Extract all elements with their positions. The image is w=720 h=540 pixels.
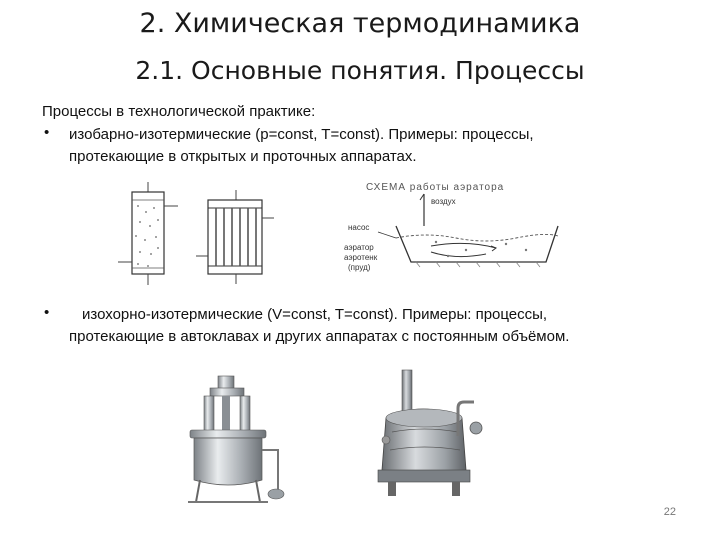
slide-subtitle: 2.1. Основные понятия. Процессы <box>135 56 585 85</box>
bullet-2-line-1: изохорно-изотермические (V=const, T=const). Примеры: процессы, <box>82 306 548 323</box>
aerator-pond-label: (пруд) <box>348 263 371 272</box>
bullet-marker-2: • <box>44 304 50 321</box>
bullet-marker-1: • <box>44 124 50 141</box>
aerator-settler-label: аэротенк <box>344 253 378 262</box>
aerator-label: аэратор <box>344 243 374 252</box>
tube-heat-exchanger-drawing <box>196 190 276 285</box>
page-number: 22 <box>663 506 676 518</box>
slide-title: 2. Химическая термодинамика <box>139 8 581 39</box>
bullet-1-line-1: изобарно-изотермические (p=const, T=const). Примеры: процессы, <box>69 126 534 143</box>
bullet-1-line-2: протекающие в открытых и проточных аппаратах. <box>69 148 417 165</box>
stirred-reactor-image <box>178 372 298 507</box>
column-apparatus-drawing <box>118 182 188 287</box>
aerator-scheme-title: СХЕМА работы аэратора <box>366 182 505 193</box>
bullet-2-line-2: протекающие в автоклавах и других аппаратах с постоянным объёмом. <box>69 328 570 345</box>
aerator-pump-label: насос <box>348 223 370 232</box>
aerator-scheme-diagram <box>336 180 576 280</box>
autoclave-pipe-image <box>454 400 484 440</box>
intro-text: Процессы в технологической практике: <box>42 103 316 120</box>
aerator-air-label: воздух <box>431 197 456 206</box>
